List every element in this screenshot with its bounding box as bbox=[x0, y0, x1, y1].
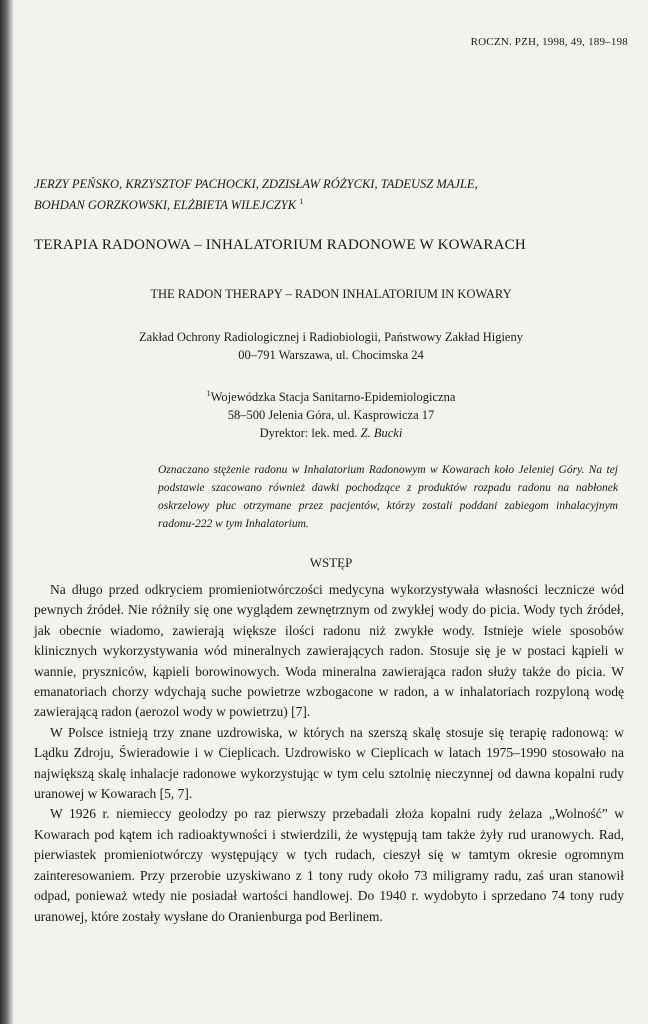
affiliation-primary-line-2: 00–791 Warszawa, ul. Chocimska 24 bbox=[238, 348, 424, 362]
affiliation-secondary-line-1 bbox=[34, 385, 628, 406]
journal-reference: ROCZN. PZH, 1998, 49, 189–198 bbox=[470, 36, 628, 48]
paper-page bbox=[34, 0, 628, 1024]
affiliation-secondary bbox=[34, 385, 628, 442]
affiliation-secondary-line-2: 58–500 Jelenia Góra, ul. Kasprowicza 17 bbox=[227, 408, 435, 423]
affiliation-secondary-line-1-text: Wojewódzka Stacja Sanitarno-Epidemiologiczna bbox=[210, 390, 456, 405]
title-english: THE RADON THERAPY – RADON INHALATORIUM IN KOWARY bbox=[150, 287, 512, 301]
body-text bbox=[34, 580, 624, 927]
affiliation-primary bbox=[34, 328, 628, 364]
section-heading: WSTĘP bbox=[309, 555, 353, 570]
author-footnote-mark: 1 bbox=[299, 197, 304, 206]
author-list bbox=[34, 175, 624, 214]
affiliation-mark: 1 bbox=[206, 389, 211, 398]
author-line-1: JERZY PEŃSKO, KRZYSZTOF PACHOCKI, ZDZISŁAW RÓŻYCKI, TADEUSZ MAJLE, bbox=[34, 177, 478, 191]
abstract: Oznaczano stężenie radonu w Inhalatorium Radonowym w Kowarach koło Jeleniej Góry. Na tej podstawie szacowano również dawki pochodzące z produktów rozpadu radonu na nabłonek oskrzelowy płuc otrzymane przez pacjentów, którzy zostali poddani zabiegom inhalacyjnym radonu-222 w tym Inhalatorium. bbox=[158, 464, 618, 530]
paragraph: W 1926 r. niemieccy geolodzy po raz pierwszy przebadali złoża kopalni rudy żelaza „Wolność” w Kowarach pod kątem ich radioaktywności i stwierdzili, że występują tam także żyły rud uranowych. Rad, pierwiastek promieniotwórczy występujący w tych rudach, cieszył się w tamtym okresie ogromnym zainteresowaniem. Przy przerobie uzyskiwano z 1 tony rudy około 73 miligramy radu, zaś uran stanowił odpad, ponieważ wtedy nie posiadał wartości handlowej. Do 1940 r. wydobyto i sprzedano 74 tony rudy uranowej, które zostały wysłane do Oranienburga pod Berlinem. bbox=[34, 806, 624, 924]
paragraph: W Polsce istnieją trzy znane uzdrowiska, w których na szerszą skalę stosuje się terapię radonową: w Lądku Zdroju, Świeradowie i w Cieplicach. Uzdrowisko w Cieplicach w latach 1975–1990 stosowało na największą skalę inhalacje radonowe wykorzystując w tym celu sztolnię nieczynnej od dawna kopalni rudy uranowej w Kowarach [5, 7]. bbox=[34, 724, 624, 802]
book-spine-shadow bbox=[0, 0, 14, 1024]
affiliation-secondary-line-3 bbox=[34, 424, 628, 442]
paragraph: Na długo przed odkryciem promieniotwórczości medycyna wykorzystywała własności lecznicze wód pewnych źródeł. Nie różniły się one wyglądem zewnętrznym od zwykłej wody do picia. Wody tych źródeł, jak obecnie wiadomo, zawierają większe ilości radonu niż zwykłe wody. Istnieje wiele sposobów klinicznych wykorzystywania wód mineralnych zawierających radon. Stosuje się je w postaci kąpieli w wannie, pryszniców, kąpieli borowinowych. Woda mineralna zawierająca radon służy także do picia. W emanatoriach chorzy wdychają suche powietrze wzbogacone w radon, a w inhalatoriach rozpyloną wodę zawierającą radon (aerozol wody w powietrzu) [7]. bbox=[34, 582, 624, 720]
author-line-2-text: BOHDAN GORZKOWSKI, ELŻBIETA WILEJCZYK bbox=[34, 198, 297, 213]
director-name: Z. Bucki bbox=[360, 426, 403, 441]
director-label: Dyrektor: lek. med. bbox=[259, 426, 361, 441]
author-line-2 bbox=[34, 193, 624, 214]
title-polish: TERAPIA RADONOWA – INHALATORIUM RADONOWE W KOWARACH bbox=[34, 237, 526, 253]
affiliation-primary-line-1: Zakład Ochrony Radiologicznej i Radiobiologii, Państwowy Zakład Higieny bbox=[139, 330, 523, 344]
